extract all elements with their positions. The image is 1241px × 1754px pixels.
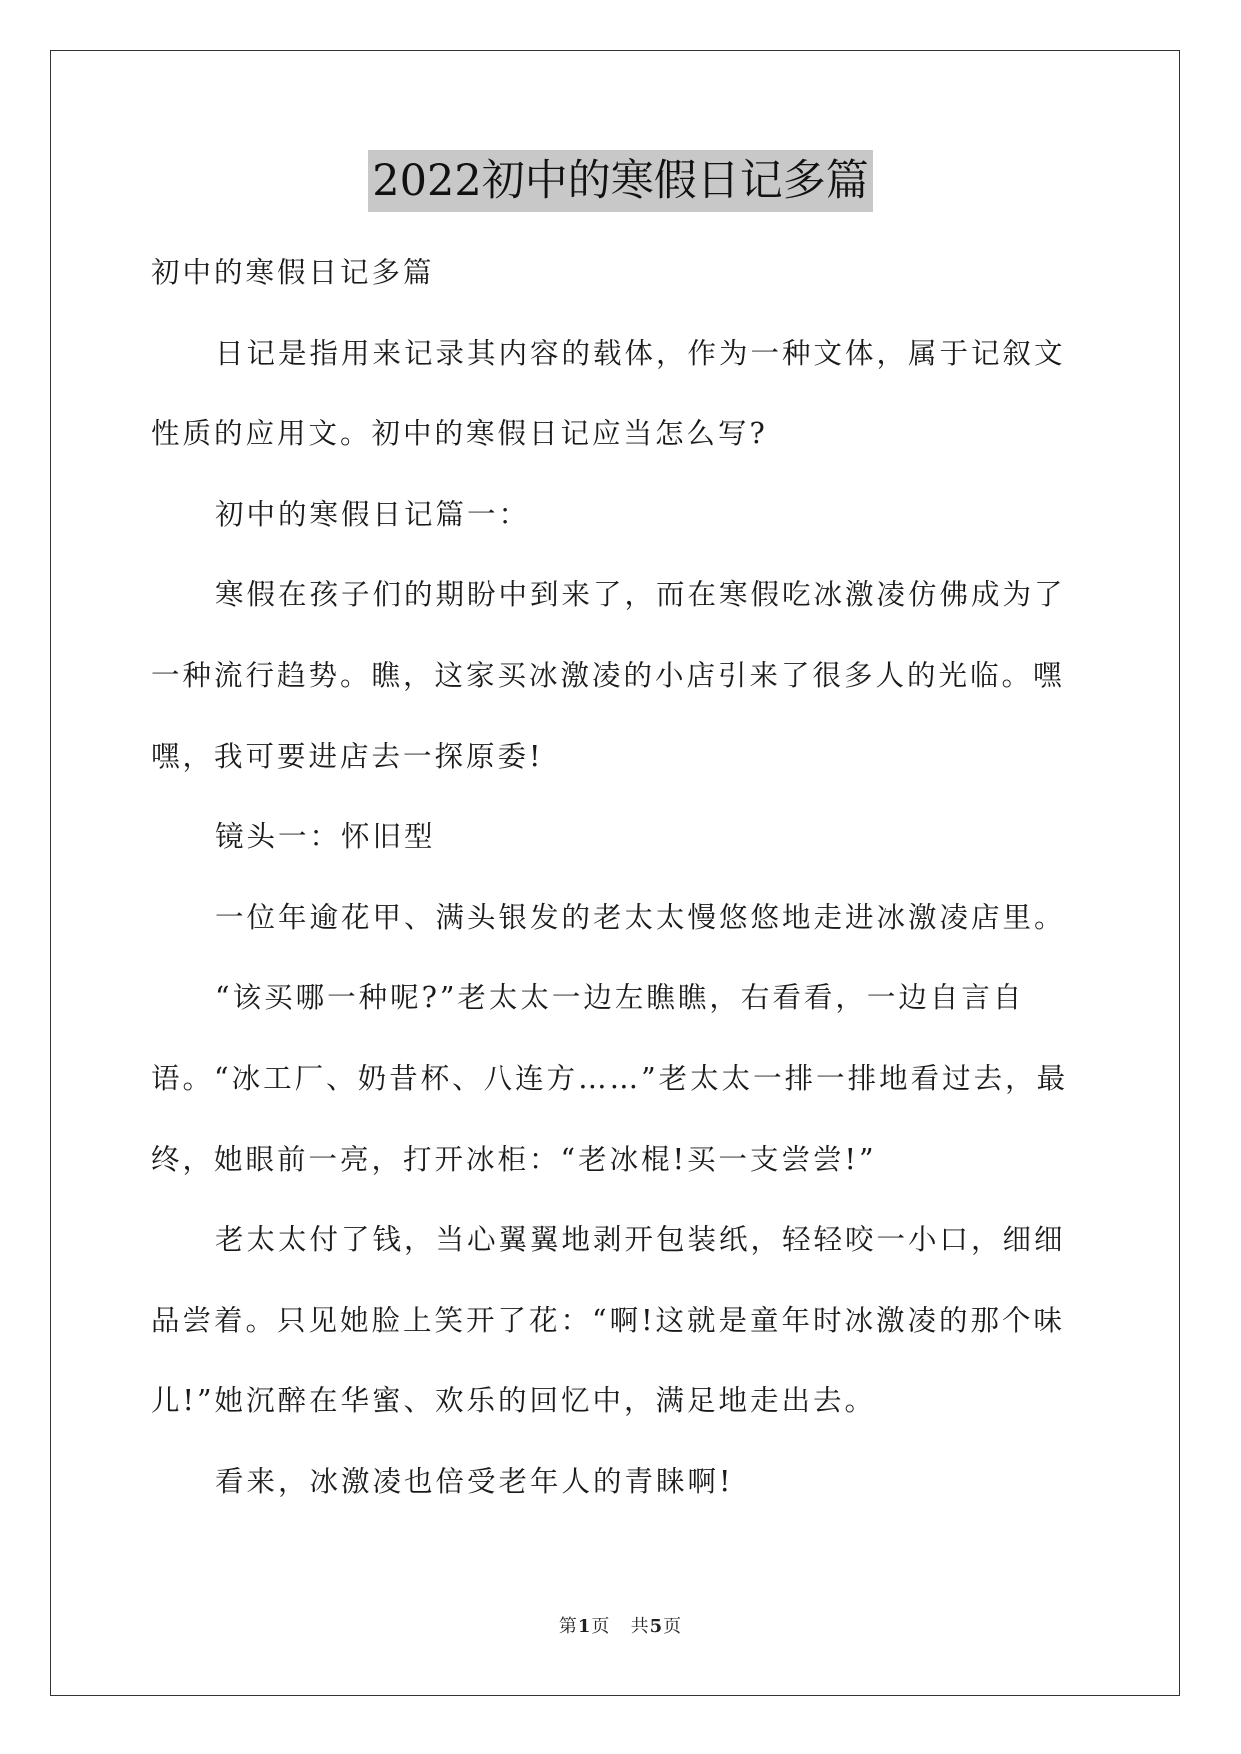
paragraph-body: 看来，冰激凌也倍受老年人的青睐啊! bbox=[215, 1464, 734, 1498]
paragraph-subtitle: 初中的寒假日记多篇 bbox=[151, 256, 435, 289]
total-pages-number: 5 bbox=[649, 1616, 664, 1637]
document-body bbox=[151, 233, 1091, 1523]
footer-total-suffix: 页 bbox=[663, 1616, 683, 1637]
footer-prefix: 第 bbox=[558, 1616, 578, 1637]
footer-total-prefix: 共 bbox=[630, 1616, 650, 1637]
paragraph-body: 一位年逾花甲、满头银发的老太太慢悠悠地走进冰激凌店里。 bbox=[215, 900, 1066, 934]
document-title: 2022初中的寒假日记多篇 bbox=[368, 150, 872, 212]
paragraph-heading-one: 初中的寒假日记篇一： bbox=[215, 497, 531, 531]
paragraph-intro: 日记是指用来记录其内容的载体，作为一种文体，属于记叙文性质的应用文。初中的寒假日记应当怎么写? bbox=[151, 336, 1066, 451]
paragraph-body: 老太太付了钱，当心翼翼地剥开包装纸，轻轻咬一小口，细细品尝着。只见她脸上笑开了花：“啊!这就是童年时冰激凌的那个味儿!”她沉醉在华蜜、欢乐的回忆中，满足地走出去。 bbox=[151, 1223, 1066, 1418]
footer-page-suffix: 页 bbox=[591, 1616, 611, 1637]
paragraph-scene-heading: 镜头一：怀旧型 bbox=[215, 820, 436, 854]
title-container bbox=[0, 150, 1241, 212]
current-page-number: 1 bbox=[577, 1616, 592, 1637]
paragraph-body: 寒假在孩子们的期盼中到来了，而在寒假吃冰激凌仿佛成为了一种流行趋势。瞧，这家买冰激凌的小店引来了很多人的光临。嘿嘿，我可要进店去一探原委! bbox=[151, 578, 1066, 773]
paragraph-body: “该买哪一种呢?”老太太一边左瞧瞧，右看看，一边自言自语。“冰工厂、奶昔杯、八连方……”老太太一排一排地看过去，最终，她眼前一亮，打开冰柜：“老冰棍!买一支尝尝!” bbox=[151, 981, 1069, 1176]
page-footer bbox=[0, 1612, 1241, 1638]
